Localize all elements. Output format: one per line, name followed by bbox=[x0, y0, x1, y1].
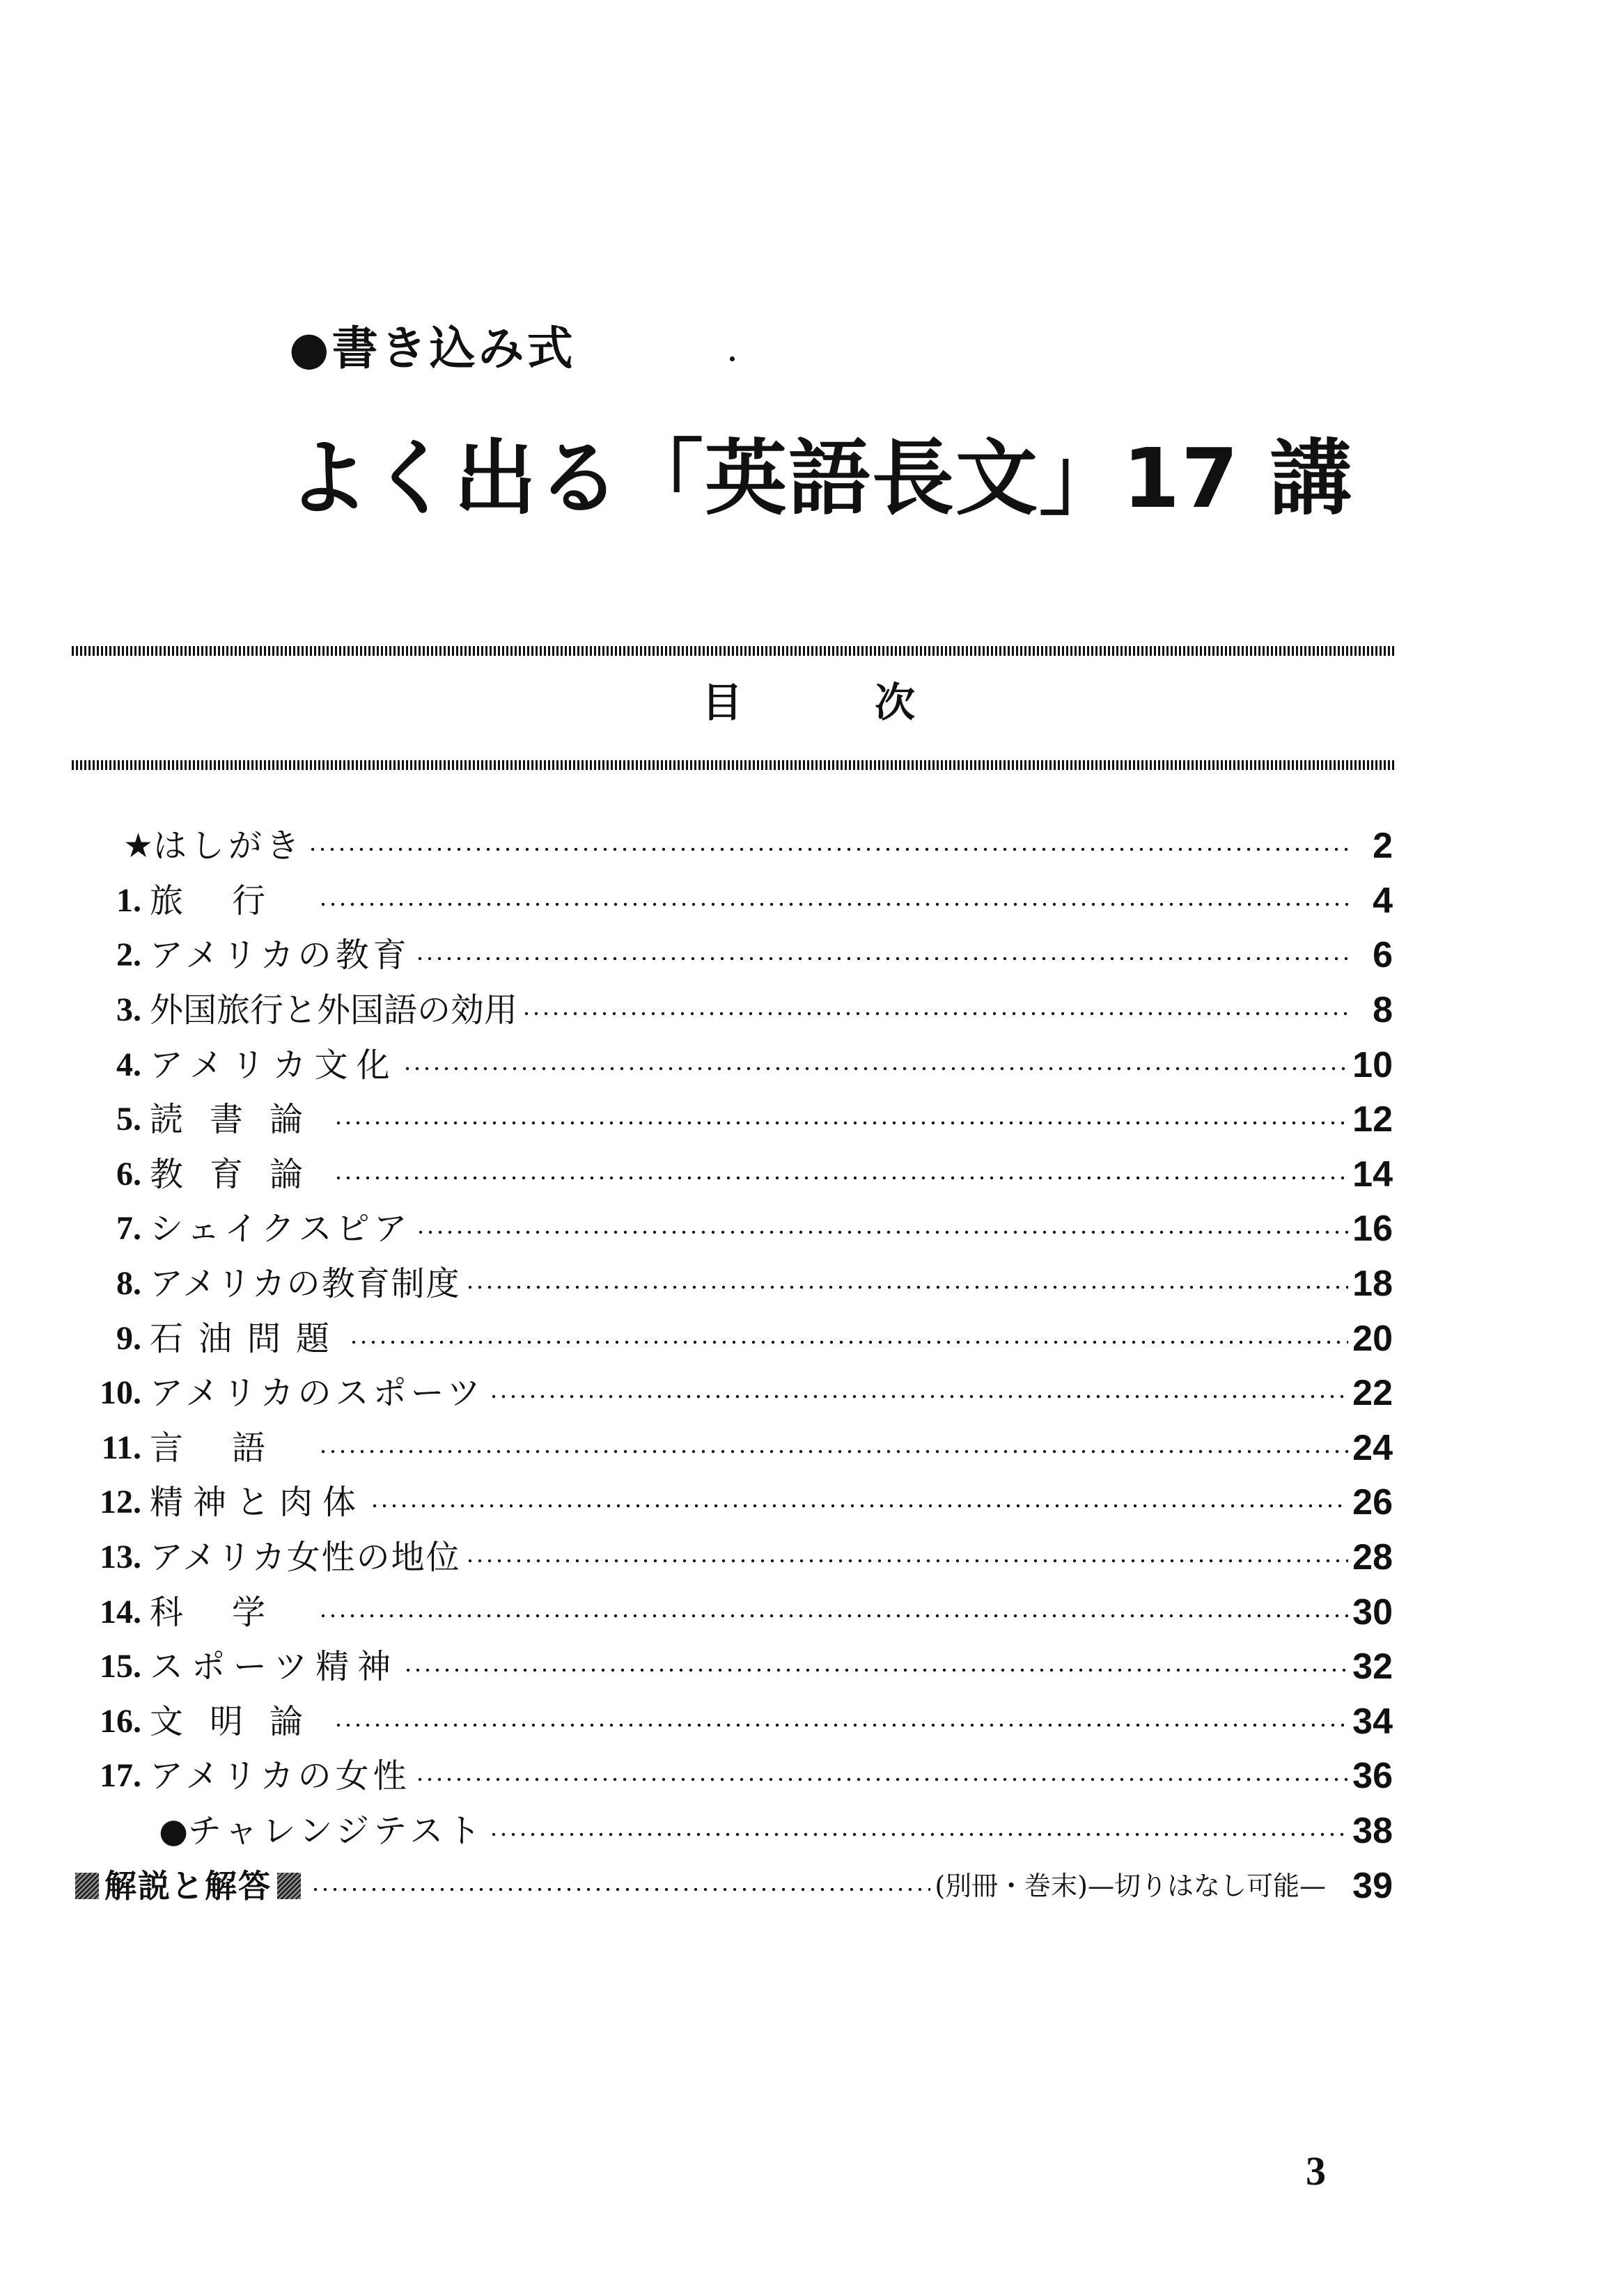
answers-note: (別冊・巻末)—切りはなし可能— bbox=[935, 1870, 1326, 1901]
dot-leader bbox=[318, 1449, 1348, 1454]
toc-entry-number: 16. bbox=[100, 1702, 141, 1740]
bottom-rule bbox=[72, 760, 1395, 770]
toc-entry-page: 30 bbox=[1352, 1591, 1393, 1633]
toc-entry-number: 2. bbox=[116, 936, 141, 974]
dot-leader bbox=[308, 847, 1348, 851]
toc-entry-title: 旅行 bbox=[150, 881, 315, 920]
dot-leader bbox=[522, 1012, 1348, 1016]
toc-entry-page: 22 bbox=[1352, 1373, 1393, 1414]
dot-leader bbox=[415, 1777, 1348, 1782]
toc-entry-number: 17. bbox=[100, 1757, 141, 1795]
toc-entry-number: 8. bbox=[116, 1265, 141, 1303]
toc-entry-page: 39 bbox=[1352, 1865, 1393, 1906]
toc-entry-title: 精神と肉体 bbox=[150, 1483, 366, 1523]
toc-entry-title: スポーツ精神 bbox=[150, 1647, 400, 1687]
dot-leader bbox=[415, 957, 1348, 961]
toc-entry-number: 6. bbox=[116, 1155, 141, 1193]
toc-entry[interactable] bbox=[70, 928, 1393, 983]
toc-entry[interactable] bbox=[70, 1749, 1393, 1804]
toc-entry-number: 5. bbox=[116, 1101, 141, 1138]
toc-entry-number: 15. bbox=[100, 1648, 141, 1685]
toc-entry-page: 8 bbox=[1373, 990, 1393, 1031]
toc-entry-title: 文明論 bbox=[150, 1701, 330, 1741]
dot-leader bbox=[334, 1176, 1348, 1180]
toc-entry[interactable] bbox=[70, 1530, 1393, 1585]
toc-entry[interactable] bbox=[70, 874, 1393, 929]
toc-entry-number: 12. bbox=[100, 1484, 141, 1521]
toc-entry-answers[interactable] bbox=[70, 1858, 1393, 1913]
toc-entry-number: 9. bbox=[116, 1319, 141, 1357]
toc-entry-number: 7. bbox=[116, 1210, 141, 1248]
toc-entry-number: 11. bbox=[101, 1429, 141, 1466]
dot-leader bbox=[349, 1340, 1348, 1344]
toc-entry-title: アメリカの教育制度 bbox=[150, 1264, 461, 1304]
toc-entry-page: 14 bbox=[1352, 1154, 1393, 1195]
toc-entry-number: ● bbox=[159, 1811, 188, 1850]
toc-entry-title: はしがき bbox=[153, 826, 304, 866]
toc-entry[interactable] bbox=[70, 1421, 1393, 1476]
toc-entry-title: アメリカの女性 bbox=[150, 1756, 411, 1796]
toc-entry-title: 石油問題 bbox=[150, 1319, 345, 1358]
toc-entry-page: 34 bbox=[1352, 1701, 1393, 1742]
toc-entry-number: 13. bbox=[100, 1539, 141, 1576]
toc-entry[interactable] bbox=[70, 819, 1393, 874]
toc-heading bbox=[0, 679, 1617, 726]
dot-leader bbox=[465, 1285, 1348, 1289]
toc-entry-title: 外国旅行と外国語の効用 bbox=[150, 991, 518, 1030]
dot-leader bbox=[318, 902, 1348, 906]
toc-entry-page: 28 bbox=[1352, 1537, 1393, 1578]
toc-entry[interactable] bbox=[70, 1037, 1393, 1092]
toc-entry-page: 32 bbox=[1352, 1646, 1393, 1688]
toc-entry[interactable] bbox=[70, 1147, 1393, 1202]
toc-entry-page: 24 bbox=[1352, 1427, 1393, 1468]
toc-entry-title: アメリカ文化 bbox=[150, 1045, 398, 1085]
dot-leader bbox=[370, 1504, 1348, 1508]
toc-entry[interactable] bbox=[70, 1804, 1393, 1859]
toc-entry[interactable] bbox=[70, 1695, 1393, 1749]
toc-entry-number: 4. bbox=[116, 1046, 141, 1083]
dot-leader bbox=[489, 1394, 1348, 1399]
dot-leader bbox=[311, 1887, 930, 1892]
toc-entry-number: ★ bbox=[123, 826, 153, 866]
toc-entry-page: 10 bbox=[1352, 1044, 1393, 1085]
dot-leader bbox=[403, 1067, 1348, 1071]
toc-entry-number: 10. bbox=[100, 1374, 141, 1412]
toc-entry[interactable] bbox=[70, 1475, 1393, 1530]
dot-leader bbox=[403, 1668, 1348, 1672]
toc-entry[interactable] bbox=[70, 1311, 1393, 1366]
toc-entry-page: 4 bbox=[1373, 880, 1393, 921]
toc-entry-page: 38 bbox=[1352, 1810, 1393, 1851]
top-rule bbox=[72, 646, 1395, 656]
toc-entry[interactable] bbox=[70, 1202, 1393, 1257]
ink-speck bbox=[730, 356, 735, 361]
toc-entry-number: 14. bbox=[100, 1593, 141, 1630]
dot-leader bbox=[334, 1723, 1348, 1727]
toc-entry[interactable] bbox=[70, 1585, 1393, 1640]
dot-leader bbox=[489, 1832, 1348, 1837]
toc-entry-title: シェイクスピア bbox=[150, 1209, 412, 1249]
toc-entry-page: 16 bbox=[1352, 1209, 1393, 1250]
toc-entry-page: 2 bbox=[1373, 826, 1393, 867]
subtitle: ●書き込み式 bbox=[289, 322, 576, 375]
dot-leader bbox=[334, 1121, 1348, 1125]
toc-entry-page: 20 bbox=[1352, 1318, 1393, 1359]
dot-leader bbox=[465, 1559, 1348, 1563]
toc-entry[interactable] bbox=[70, 1092, 1393, 1147]
hatched-marker-icon bbox=[277, 1873, 301, 1899]
toc-heading-right: 次 bbox=[875, 679, 916, 726]
toc-entry-page: 6 bbox=[1373, 935, 1393, 976]
toc-entry-page: 36 bbox=[1352, 1756, 1393, 1797]
hatched-marker-icon bbox=[75, 1873, 99, 1899]
toc-entry[interactable] bbox=[70, 1257, 1393, 1312]
toc-entry[interactable] bbox=[70, 983, 1393, 1038]
toc-entry[interactable] bbox=[70, 1366, 1393, 1421]
dot-leader bbox=[318, 1614, 1348, 1618]
toc-entry-title: アメリカ女性の地位 bbox=[150, 1538, 461, 1578]
page-number: 3 bbox=[1306, 2148, 1326, 2194]
toc-entry-title: チャレンジテスト bbox=[188, 1811, 485, 1850]
answers-title: 解説と解答 bbox=[104, 1866, 272, 1905]
toc-entry-title: 科学 bbox=[150, 1592, 315, 1632]
toc-entry-page: 12 bbox=[1352, 1099, 1393, 1140]
toc-entry-title: 教育論 bbox=[150, 1154, 330, 1194]
toc-entry-page: 26 bbox=[1352, 1482, 1393, 1523]
toc-entry-title: アメリカの教育 bbox=[150, 936, 411, 975]
toc-entry-title: アメリカのスポーツ bbox=[150, 1374, 485, 1413]
toc-entry-number: 1. bbox=[116, 881, 141, 919]
table-of-contents bbox=[70, 819, 1393, 1913]
toc-heading-left: 目 bbox=[701, 679, 742, 726]
dot-leader bbox=[416, 1230, 1348, 1234]
toc-entry-title: 言語 bbox=[150, 1428, 315, 1468]
toc-entry-page: 18 bbox=[1352, 1264, 1393, 1305]
book-title: よく出る「英語長文」17 講 bbox=[287, 430, 1354, 526]
toc-entry-number: 3. bbox=[116, 991, 141, 1029]
toc-entry-title: 読書論 bbox=[150, 1100, 330, 1140]
toc-entry[interactable] bbox=[70, 1640, 1393, 1695]
